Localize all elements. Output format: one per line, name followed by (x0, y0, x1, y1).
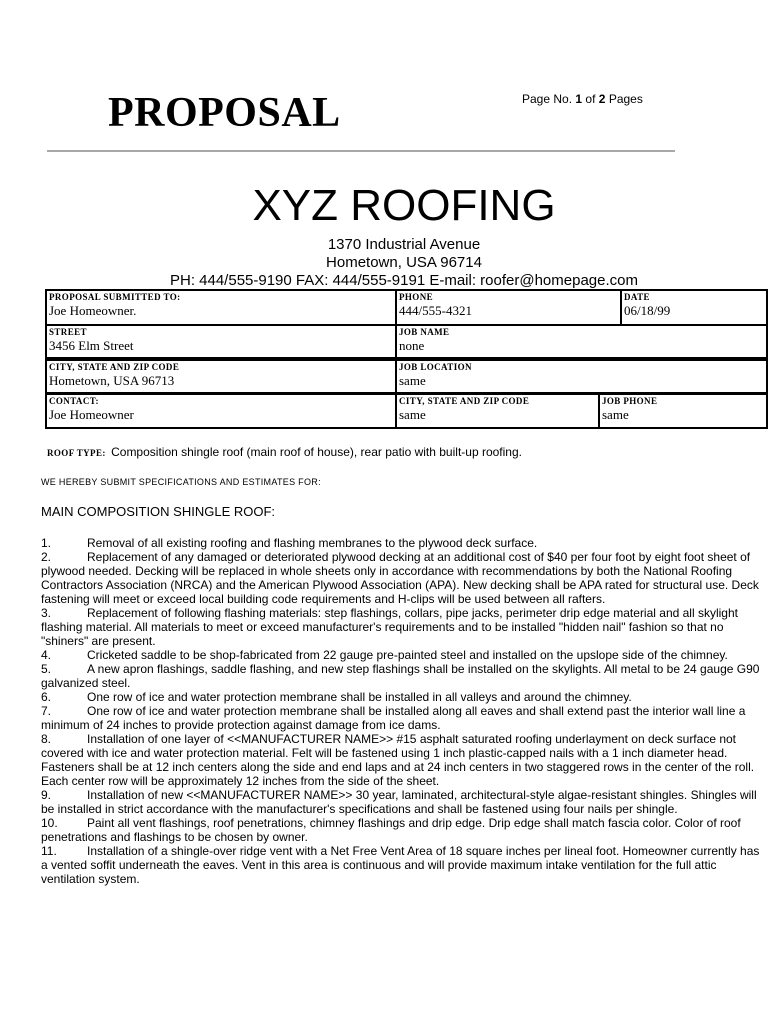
roof-type-label: ROOF TYPE: (47, 448, 106, 458)
date-value: 06/18/99 (624, 303, 671, 318)
page-of: of (585, 92, 596, 106)
phone-cell (395, 291, 620, 324)
city-label: CITY, STATE AND ZIP CODE (49, 362, 180, 372)
item-text: One row of ice and water protection membrane shall be installed in all valleys and around the chimney. (87, 690, 632, 704)
contact-cell (47, 395, 395, 427)
list-item (41, 606, 766, 648)
contact-label: CONTACT: (49, 396, 99, 406)
item-number: 2. (41, 550, 52, 564)
item-text: Installation of one layer of <<MANUFACTURER NAME>> #15 asphalt saturated roofing underlayment on deck surface not covered with ice and water protection material. Felt will be fastened using 1 inch plastic-capped nails with a 1 inch diameter head. Fasteners shall be at 12 inch centers along the side and end laps and at 24 inch centers in two staggered rows in the center of the roll. Each center row will be approximately 12 inches from the side of the sheet. (41, 732, 755, 788)
list-item (41, 690, 766, 704)
list-item (41, 662, 766, 690)
job-phone-cell (598, 395, 766, 427)
street-label: STREET (49, 327, 87, 337)
submitted-to-value: Joe Homeowner. (49, 303, 137, 318)
city-cell (47, 361, 395, 392)
date-cell (620, 291, 766, 324)
form-row-street (45, 324, 768, 359)
submitted-to-label: PROPOSAL SUBMITTED TO: (49, 292, 181, 302)
item-number: 8. (41, 732, 52, 746)
item-text: Removal of all existing roofing and flashing membranes to the plywood deck surface. (87, 536, 538, 550)
job-city-cell (395, 395, 598, 427)
proposal-title: PROPOSAL (108, 90, 341, 136)
header-divider (47, 150, 675, 152)
item-text: One row of ice and water protection membrane shall be installed along all eaves and shall extend past the interior wall line a minimum of 24 inches to provide protection against damage from ice dams. (41, 704, 746, 732)
date-label: DATE (624, 292, 650, 302)
roof-type-line (47, 446, 522, 458)
street-cell (47, 326, 395, 357)
section-title: MAIN COMPOSITION SHINGLE ROOF: (41, 504, 276, 519)
page-label: Page No. (522, 92, 573, 106)
job-name-cell (395, 326, 766, 357)
job-city-value: same (399, 407, 426, 422)
job-location-cell (395, 361, 766, 392)
city-value: Hometown, USA 96713 (49, 373, 175, 388)
list-item (41, 648, 766, 662)
list-item (41, 844, 766, 886)
contact-value: Joe Homeowner (49, 407, 134, 422)
item-number: 3. (41, 606, 52, 620)
item-text: Replacement of any damaged or deteriorated plywood decking at an additional cost of $40 per four foot by eight foot sheet of plywood needed. Decking will be replaced in whole sheets only in accordance with recommendations by both the National Roofing Contractors Association (NRCA) and the American Plywood Association (APA). New decking shall be APA rated for structural use. Deck fastening will meet or exceed local building code requirements and H-clips will be used between all rafters. (41, 550, 759, 606)
item-text: Paint all vent flashings, roof penetrations, chimney flashings and drip edge. Drip edge shall match fascia color. Color of roof penetrations and flashings to be chosen by owner. (41, 816, 741, 844)
form-row-city (45, 359, 768, 394)
item-text: Cricketed saddle to be shop-fabricated from 22 gauge pre-painted steel and installed on the upslope side of the chimney. (87, 648, 728, 662)
list-item (41, 816, 766, 844)
form-row-contact (45, 393, 768, 429)
job-location-label: JOB LOCATION (399, 362, 472, 372)
company-address-line1: 1370 Industrial Avenue (327, 236, 481, 253)
item-text: Installation of new <<MANUFACTURER NAME>> 30 year, laminated, architectural-style algae-resistant shingles. Shingles will be installed in strict accordance with the manufacturer's specifications and shall be fastened using four nails per shingle. (41, 788, 757, 816)
job-city-label: CITY, STATE AND ZIP CODE (399, 396, 530, 406)
job-phone-value: same (602, 407, 629, 422)
phone-value: 444/555-4321 (399, 303, 472, 318)
job-name-value: none (399, 338, 425, 353)
job-location-value: same (399, 373, 426, 388)
item-number: 1. (41, 536, 52, 550)
job-name-label: JOB NAME (399, 327, 450, 337)
item-text: Installation of a shingle-over ridge vent with a Net Free Vent Area of 18 square inches per lineal foot. Homeowner currently has a vented soffit underneath the eaves. Vent in this area is continuous and will provide maximum intake ventilation for the full attic ventilation system. (41, 844, 760, 886)
company-name: XYZ ROOFING (252, 181, 556, 230)
list-item (41, 536, 766, 550)
item-text: A new apron flashings, saddle flashing, and new step flashings shall be installed on the skylights. All metal to be 24 gauge G90 galvanized steel. (41, 662, 760, 690)
list-item (41, 788, 766, 816)
item-text: Replacement of following flashing materials: step flashings, collars, pipe jacks, perimeter drip edge material and all skylight flashing material. All materials to meet or exceed manufacturer's requirements and to be installed "hidden nail" fashion so that no "shiners" are present. (41, 606, 738, 648)
page-number (522, 93, 643, 105)
page-suffix: Pages (608, 92, 643, 106)
item-number: 7. (41, 704, 52, 718)
submit-specifications-line: WE HEREBY SUBMIT SPECIFICATIONS AND ESTIMATES FOR: (41, 477, 321, 487)
item-number: 9. (41, 788, 52, 802)
specification-list (41, 536, 766, 886)
list-item (41, 550, 766, 606)
company-contact-line: PH: 444/555-9190 FAX: 444/555-9191 E-mail: roofer@homepage.com (169, 272, 638, 289)
list-item (41, 732, 766, 788)
item-number: 10. (41, 816, 58, 830)
item-number: 6. (41, 690, 52, 704)
street-value: 3456 Elm Street (49, 338, 134, 353)
list-item (41, 704, 766, 732)
company-address-line2: Hometown, USA 96714 (326, 254, 482, 271)
item-number: 11. (41, 844, 57, 858)
page-current: 1 (575, 92, 583, 106)
phone-label: PHONE (399, 292, 434, 302)
form-row-submitted (45, 289, 768, 326)
item-number: 4. (41, 648, 52, 662)
job-phone-label: JOB PHONE (602, 396, 658, 406)
submitted-to-cell (47, 291, 395, 324)
page-total: 2 (598, 92, 606, 106)
item-number: 5. (41, 662, 52, 676)
roof-type-value: Composition shingle roof (main roof of house), rear patio with built-up roofing. (107, 445, 522, 459)
